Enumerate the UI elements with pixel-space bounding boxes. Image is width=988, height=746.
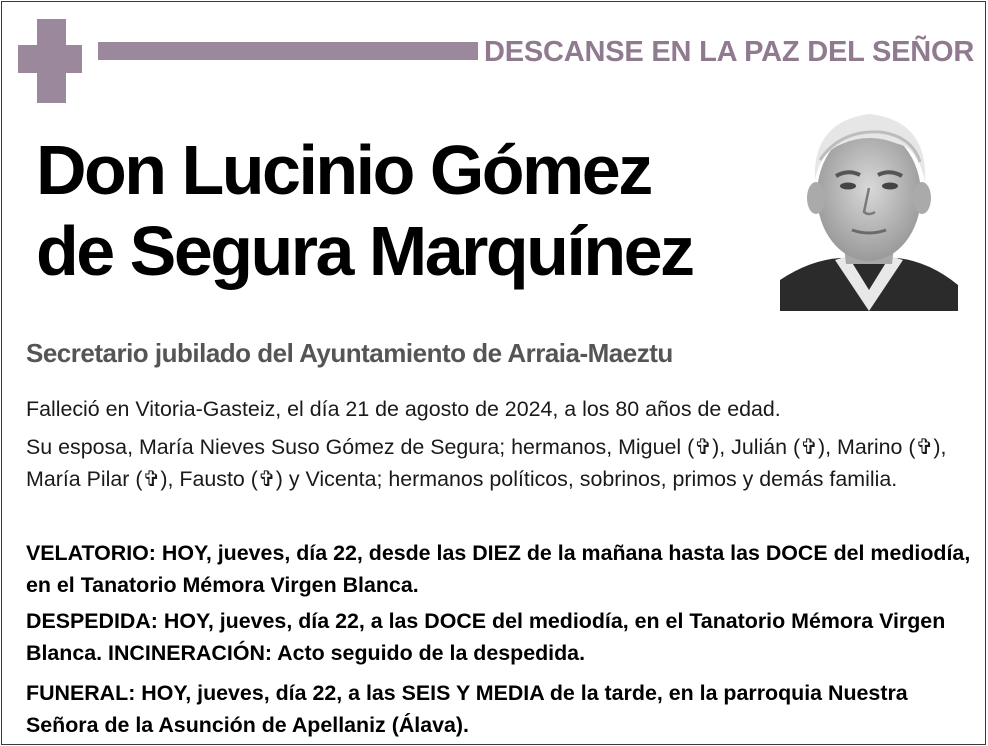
deceased-name bbox=[36, 130, 796, 292]
deceased-subtitle: Secretario jubilado del Ayuntamiento de Arraia-Maeztu bbox=[26, 338, 673, 368]
portrait-photo bbox=[780, 100, 958, 311]
name-line-1: Don Lucinio Gómez bbox=[36, 131, 651, 209]
family-paragraph: Su esposa, María Nieves Suso Gómez de Segura; hermanos, Miguel (✞), Julián (✞), Marino (✞), María Pilar (✞), Fausto (✞) y Vicenta; hermanos políticos, sobrinos, primos y demás familia. bbox=[26, 435, 947, 491]
velatorio-paragraph: VELATORIO: HOY, jueves, día 22, desde las DIEZ de la mañana hasta las DOCE del mediodía, en el Tanatorio Mémora Virgen Blanca. bbox=[26, 541, 971, 597]
obituary-card bbox=[1, 1, 986, 745]
funeral-paragraph: FUNERAL: HOY, jueves, día 22, a las SEIS Y MEDIA de la tarde, en la parroquia Nuestra Señora de la Asunción de Apellaniz (Álava). bbox=[26, 681, 908, 737]
death-paragraph: Falleció en Vitoria-Gasteiz, el día 21 de agosto de 2024, a los 80 años de edad. bbox=[26, 397, 781, 421]
header-banner: DESCANSE EN LA PAZ DEL SEÑOR bbox=[484, 36, 975, 68]
despedida-paragraph: DESPEDIDA: HOY, jueves, día 22, a las DOCE del mediodía, en el Tanatorio Mémora Virgen Blanca. INCINERACIÓN: Acto seguido de la despedida. bbox=[26, 609, 946, 665]
header-rule bbox=[98, 42, 478, 60]
name-line-2: de Segura Marquínez bbox=[36, 212, 693, 290]
